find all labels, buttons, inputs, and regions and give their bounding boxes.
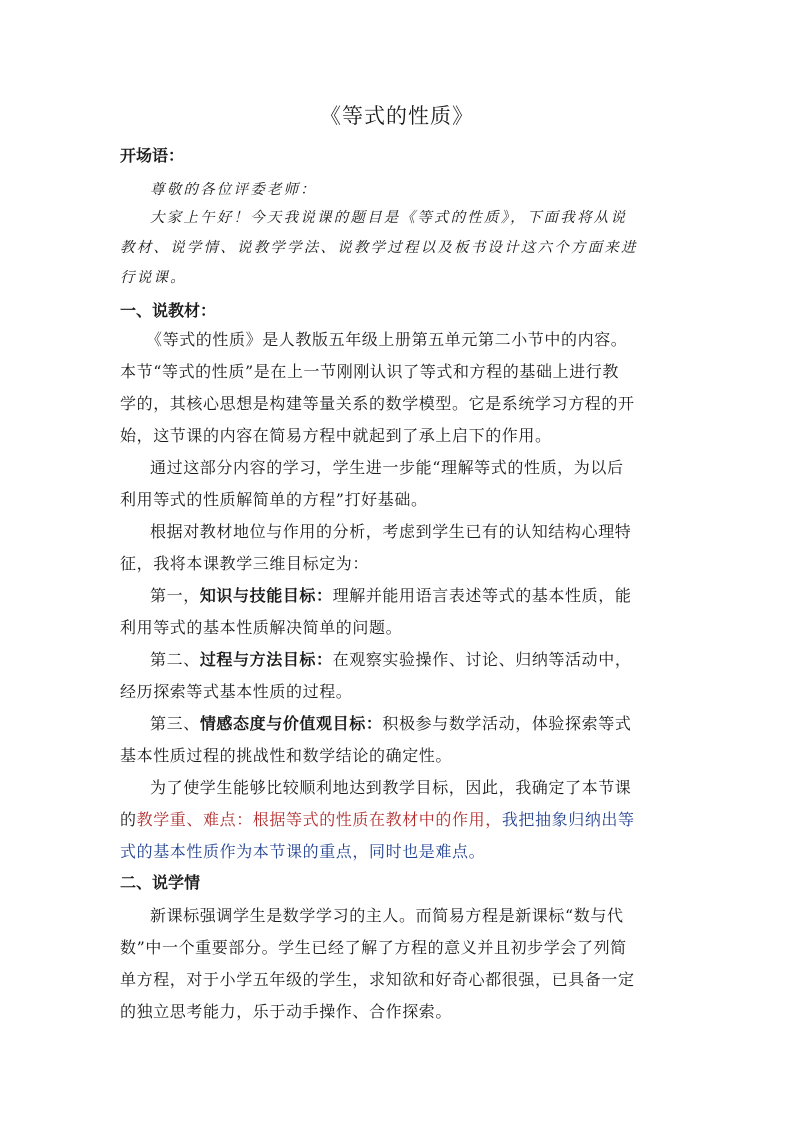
intro-line-3: 行说课。 [120, 270, 187, 286]
s1-p1-line-3: 学的，其核心思想是构建等量关系的数学模型。它是系统学习方程的开 [120, 394, 635, 413]
s1-p2-line-2: 利用等式的性质解简单的方程”打好基础。 [120, 490, 428, 509]
s1-p1-line-2: 本节“等式的性质”是在上一节刚刚认识了等式和方程的基础上进行教 [120, 362, 619, 381]
greeting: 尊敬的各位评委老师： [150, 182, 317, 198]
goal-2-line-2: 经历探索等式基本性质的过程。 [120, 682, 353, 701]
s1-p4-line-2 [120, 807, 635, 830]
goal-3-label: 情感态度与价值观目标： [199, 714, 383, 733]
goal-1-prefix: 第一， [150, 586, 200, 605]
s2-p1-line-4: 的独立思考能力，乐于动手操作、合作探索。 [120, 1002, 453, 1021]
goal-1-line-2: 利用等式的基本性质解决简单的问题。 [120, 618, 403, 637]
s1-p3-line-2: 征，我将本课教学三维目标定为： [120, 554, 370, 573]
goal-3-prefix: 第三、 [150, 714, 200, 733]
intro-line-2: 教材、说学情、说教学学法、说教学过程以及板书设计这六个方面来进 [120, 240, 638, 256]
goal-2-text: 在观察实验操作、讨论、归纳等活动中， [332, 650, 632, 669]
goal-1-text: 理解并能用语言表述等式的基本性质，能 [332, 586, 632, 605]
section2-heading: 二、说学情 [120, 873, 201, 892]
s1-p4-line-1: 为了使学生能够比较顺利地达到教学目标，因此，我确定了本节课 [150, 778, 632, 797]
goal-3-text: 积极参与数学活动，体验探索等式 [382, 714, 632, 733]
goal-2-prefix: 第二、 [150, 650, 200, 669]
s1-p1-line-4: 始，这节课的内容在简易方程中就起到了承上启下的作用。 [120, 426, 552, 445]
s1-p3-line-1: 根据对教材地位与作用的分析，考虑到学生已有的认知结构心理特 [150, 522, 632, 541]
goal-3-line-2: 基本性质过程的挑战性和数学结论的确定性。 [120, 746, 453, 765]
s2-p1-line-1: 新课标强调学生是数学学习的主人。而简易方程是新课标“数与代 [150, 906, 624, 925]
s1-p4-line-2-start: 的 [120, 810, 137, 829]
key-points-blue-text: 我把抽象归纳出等 [501, 810, 635, 829]
section1-heading: 一、说教材： [120, 301, 217, 320]
s2-p1-line-2: 数”中一个重要部分。学生已经了解了方程的意义并且初步学会了列简 [120, 938, 627, 957]
goal-2-line-1 [150, 647, 631, 670]
opening-heading: 开场语： [120, 146, 185, 165]
intro-line-1: 大家上午好！今天我说课的题目是《等式的性质》，下面我将从说 [150, 210, 628, 226]
s1-p2-line-1: 通过这部分内容的学习，学生进一步能“理解等式的性质，为以后 [150, 458, 624, 477]
goal-2-label: 过程与方法目标： [199, 650, 333, 669]
key-points-highlight: 教学重、难点：根据等式的性质在教材中的作用， [136, 810, 502, 829]
s2-p1-line-3: 单方程，对于小学五年级的学生，求知欲和好奇心都很强，已具备一定 [120, 970, 635, 989]
s1-p1-line-1: 《等式的性质》是人教版五年级上册第五单元第二小节中的内容。 [146, 330, 628, 349]
document-title: 《等式的性质》 [320, 104, 474, 128]
s1-p4-line-3: 式的基本性质作为本节课的重点，同时也是难点。 [120, 842, 486, 861]
goal-3-line-1 [150, 711, 631, 734]
goal-1-label: 知识与技能目标： [199, 586, 333, 605]
goal-1-line-1 [150, 583, 631, 606]
